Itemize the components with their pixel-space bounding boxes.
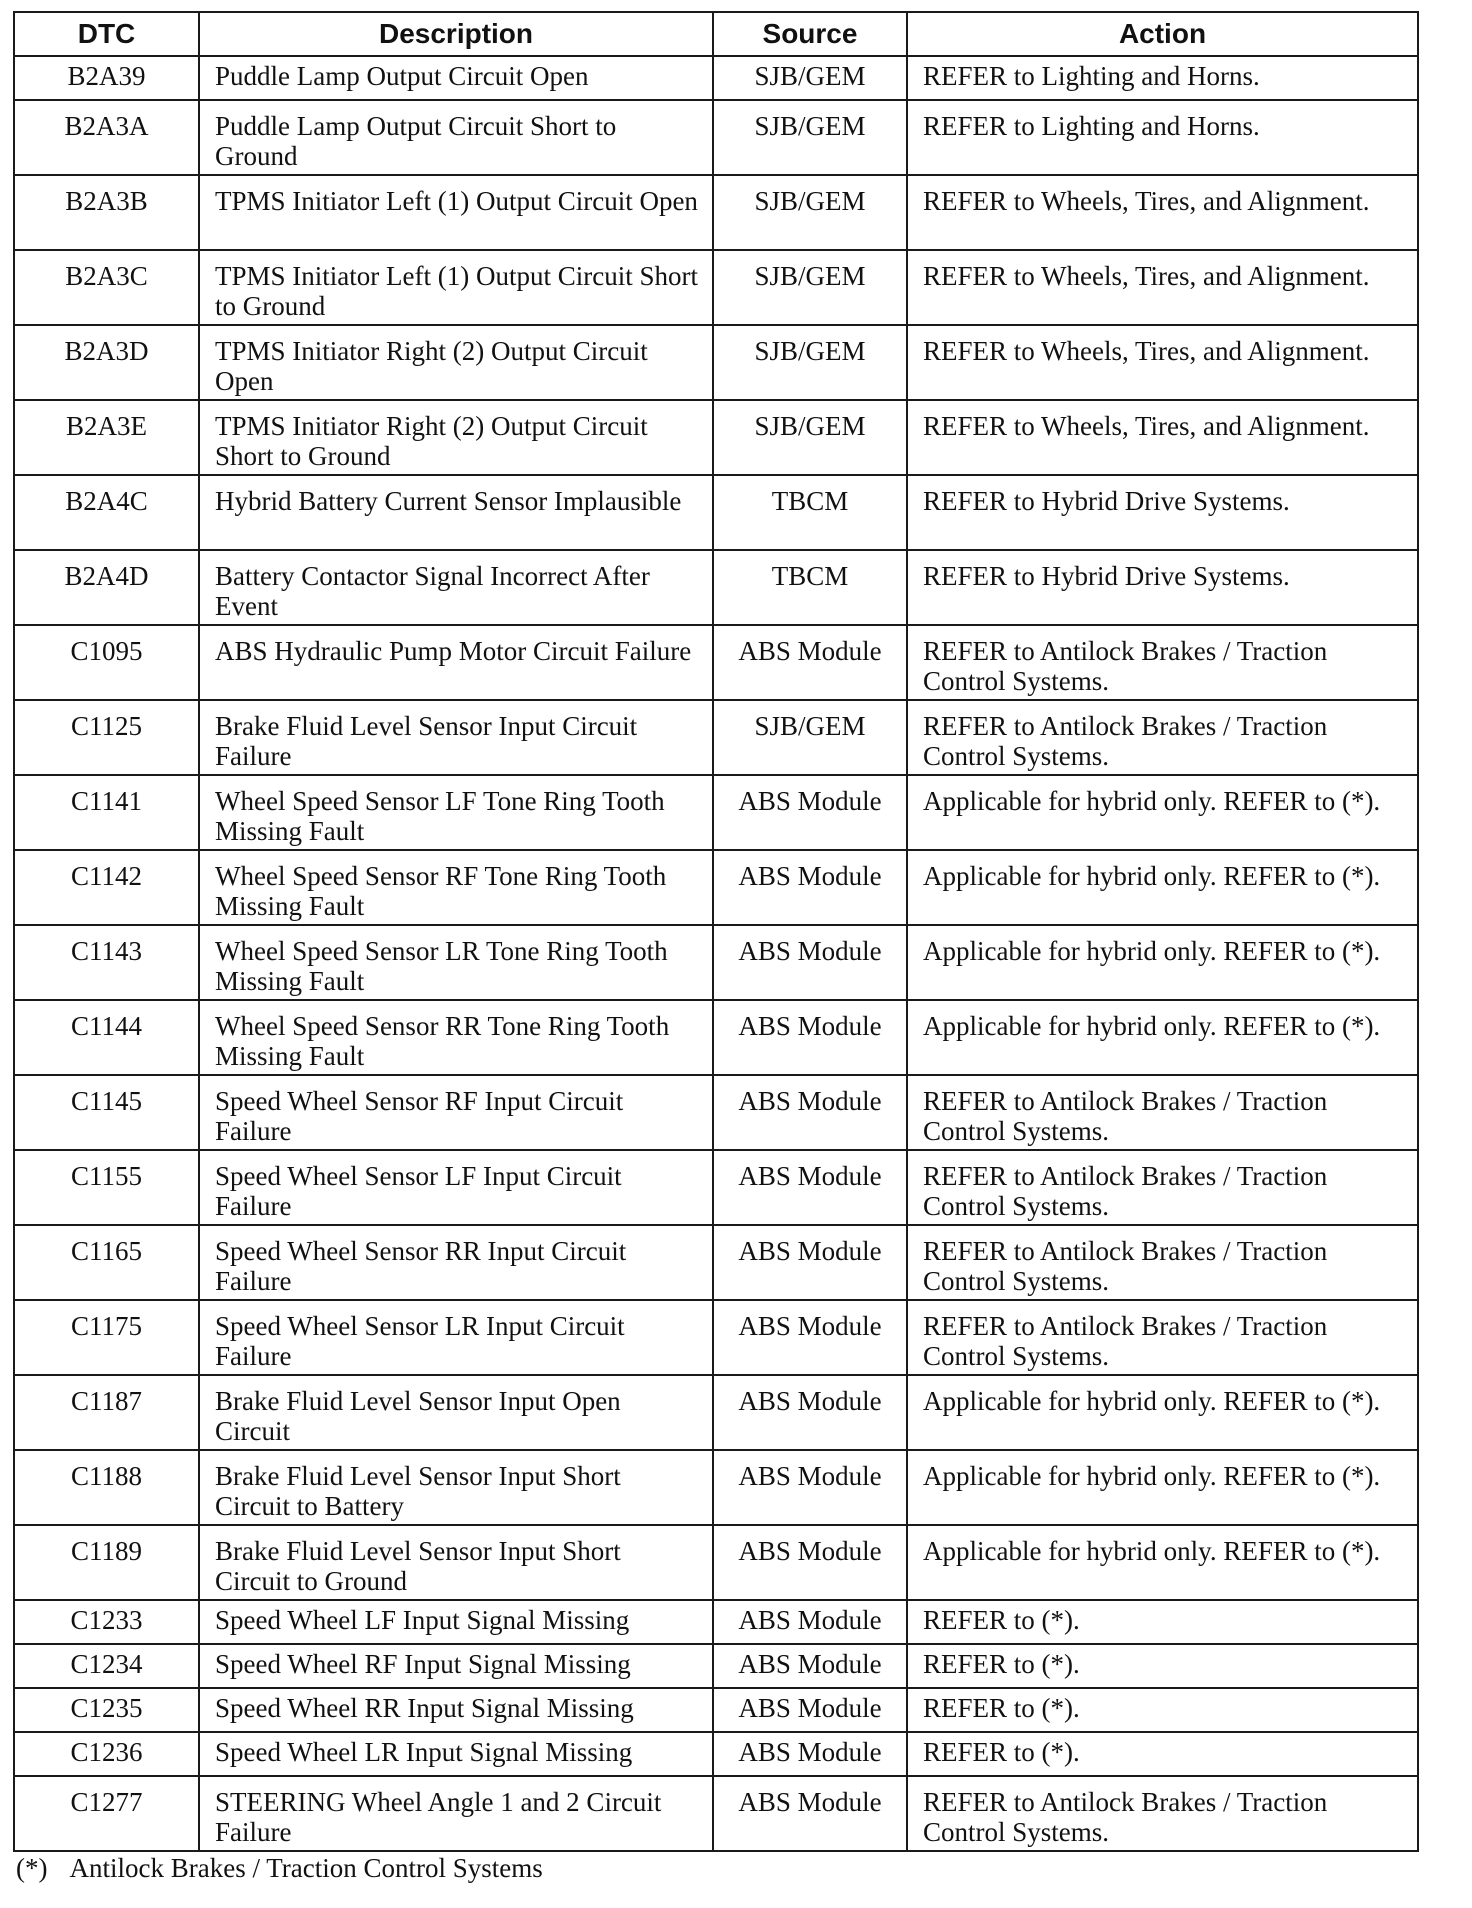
cell-source: SJB/GEM [713, 700, 907, 775]
cell-source: ABS Module [713, 625, 907, 700]
cell-dtc: B2A3B [14, 175, 199, 250]
cell-action: Applicable for hybrid only. REFER to (*). [907, 1450, 1418, 1525]
cell-dtc: C1095 [14, 625, 199, 700]
cell-dtc: C1145 [14, 1075, 199, 1150]
cell-source: ABS Module [713, 925, 907, 1000]
cell-dtc: B2A3E [14, 400, 199, 475]
cell-description: Brake Fluid Level Sensor Input Short Circuit to Ground [199, 1525, 713, 1600]
table-row [14, 56, 1418, 100]
cell-description: Speed Wheel LF Input Signal Missing [199, 1600, 713, 1644]
cell-source: ABS Module [713, 775, 907, 850]
table-row [14, 700, 1418, 775]
cell-action: REFER to Antilock Brakes / Traction Control Systems. [907, 1300, 1418, 1375]
cell-source: ABS Module [713, 1525, 907, 1600]
cell-dtc: C1187 [14, 1375, 199, 1450]
table-row [14, 400, 1418, 475]
cell-action: REFER to Antilock Brakes / Traction Control Systems. [907, 1225, 1418, 1300]
cell-action: REFER to Wheels, Tires, and Alignment. [907, 250, 1418, 325]
cell-source: SJB/GEM [713, 400, 907, 475]
cell-dtc: B2A3C [14, 250, 199, 325]
cell-source: SJB/GEM [713, 325, 907, 400]
cell-source: SJB/GEM [713, 56, 907, 100]
table-row [14, 1688, 1418, 1732]
cell-dtc: C1144 [14, 1000, 199, 1075]
cell-action: REFER to Antilock Brakes / Traction Control Systems. [907, 1150, 1418, 1225]
table-row [14, 925, 1418, 1000]
cell-action: REFER to Wheels, Tires, and Alignment. [907, 400, 1418, 475]
header-source: Source [713, 12, 907, 56]
cell-description: TPMS Initiator Right (2) Output Circuit Short to Ground [199, 400, 713, 475]
table-header-row [14, 12, 1418, 56]
cell-action: REFER to Antilock Brakes / Traction Control Systems. [907, 1776, 1418, 1851]
cell-description: Speed Wheel Sensor RF Input Circuit Failure [199, 1075, 713, 1150]
cell-description: Battery Contactor Signal Incorrect After Event [199, 550, 713, 625]
cell-dtc: B2A4D [14, 550, 199, 625]
cell-source: ABS Module [713, 1225, 907, 1300]
table-row [14, 1075, 1418, 1150]
table-row [14, 475, 1418, 550]
cell-dtc: C1188 [14, 1450, 199, 1525]
cell-action: Applicable for hybrid only. REFER to (*). [907, 775, 1418, 850]
cell-description: Brake Fluid Level Sensor Input Open Circuit [199, 1375, 713, 1450]
cell-description: Brake Fluid Level Sensor Input Short Circuit to Battery [199, 1450, 713, 1525]
cell-dtc: C1234 [14, 1644, 199, 1688]
dtc-table [13, 11, 1419, 1852]
table-row [14, 1300, 1418, 1375]
cell-action: Applicable for hybrid only. REFER to (*). [907, 1375, 1418, 1450]
table-body [14, 56, 1418, 1851]
cell-action: REFER to Antilock Brakes / Traction Control Systems. [907, 625, 1418, 700]
cell-dtc: B2A3A [14, 100, 199, 175]
cell-dtc: C1189 [14, 1525, 199, 1600]
cell-action: REFER to (*). [907, 1732, 1418, 1776]
table-row [14, 1525, 1418, 1600]
cell-source: SJB/GEM [713, 100, 907, 175]
table-row [14, 100, 1418, 175]
cell-description: Wheel Speed Sensor RF Tone Ring Tooth Missing Fault [199, 850, 713, 925]
cell-action: REFER to Antilock Brakes / Traction Control Systems. [907, 1075, 1418, 1150]
cell-dtc: C1236 [14, 1732, 199, 1776]
table-row [14, 325, 1418, 400]
table-row [14, 1150, 1418, 1225]
cell-dtc: C1125 [14, 700, 199, 775]
cell-description: Brake Fluid Level Sensor Input Circuit Failure [199, 700, 713, 775]
table-row [14, 1225, 1418, 1300]
cell-description: Wheel Speed Sensor RR Tone Ring Tooth Missing Fault [199, 1000, 713, 1075]
table-row [14, 625, 1418, 700]
table-row [14, 1776, 1418, 1851]
cell-dtc: C1175 [14, 1300, 199, 1375]
footnote [16, 1852, 543, 1884]
cell-source: SJB/GEM [713, 250, 907, 325]
cell-dtc: C1235 [14, 1688, 199, 1732]
cell-action: Applicable for hybrid only. REFER to (*). [907, 925, 1418, 1000]
cell-dtc: B2A3D [14, 325, 199, 400]
cell-description: Puddle Lamp Output Circuit Open [199, 56, 713, 100]
cell-source: ABS Module [713, 1300, 907, 1375]
table-row [14, 1375, 1418, 1450]
cell-description: Speed Wheel LR Input Signal Missing [199, 1732, 713, 1776]
cell-description: Speed Wheel Sensor RR Input Circuit Failure [199, 1225, 713, 1300]
cell-description: TPMS Initiator Right (2) Output Circuit Open [199, 325, 713, 400]
table-row [14, 1000, 1418, 1075]
cell-source: ABS Module [713, 1688, 907, 1732]
cell-action: REFER to Lighting and Horns. [907, 56, 1418, 100]
table-row [14, 1450, 1418, 1525]
cell-source: ABS Module [713, 1600, 907, 1644]
cell-description: Hybrid Battery Current Sensor Implausible [199, 475, 713, 550]
cell-dtc: C1142 [14, 850, 199, 925]
cell-dtc: C1143 [14, 925, 199, 1000]
cell-source: ABS Module [713, 1776, 907, 1851]
cell-source: ABS Module [713, 1732, 907, 1776]
cell-source: ABS Module [713, 1150, 907, 1225]
cell-dtc: C1165 [14, 1225, 199, 1300]
cell-action: REFER to Lighting and Horns. [907, 100, 1418, 175]
table-row [14, 550, 1418, 625]
cell-action: Applicable for hybrid only. REFER to (*). [907, 850, 1418, 925]
cell-source: SJB/GEM [713, 175, 907, 250]
cell-source: ABS Module [713, 1000, 907, 1075]
cell-description: TPMS Initiator Left (1) Output Circuit Short to Ground [199, 250, 713, 325]
cell-source: ABS Module [713, 1375, 907, 1450]
cell-action: REFER to Wheels, Tires, and Alignment. [907, 175, 1418, 250]
cell-description: TPMS Initiator Left (1) Output Circuit Open [199, 175, 713, 250]
cell-action: REFER to (*). [907, 1600, 1418, 1644]
cell-action: REFER to (*). [907, 1644, 1418, 1688]
table-row [14, 775, 1418, 850]
cell-source: TBCM [713, 550, 907, 625]
cell-description: Speed Wheel Sensor LF Input Circuit Failure [199, 1150, 713, 1225]
cell-source: ABS Module [713, 850, 907, 925]
cell-description: ABS Hydraulic Pump Motor Circuit Failure [199, 625, 713, 700]
table-row [14, 250, 1418, 325]
cell-source: ABS Module [713, 1075, 907, 1150]
cell-action: Applicable for hybrid only. REFER to (*). [907, 1000, 1418, 1075]
header-description: Description [199, 12, 713, 56]
cell-description: Speed Wheel RR Input Signal Missing [199, 1688, 713, 1732]
footnote-text: Antilock Brakes / Traction Control Systems [69, 1853, 543, 1883]
cell-dtc: C1155 [14, 1150, 199, 1225]
footnote-mark: (*) [16, 1853, 48, 1883]
cell-action: REFER to (*). [907, 1688, 1418, 1732]
cell-dtc: B2A39 [14, 56, 199, 100]
table-row [14, 1732, 1418, 1776]
table-row [14, 850, 1418, 925]
cell-action: REFER to Wheels, Tires, and Alignment. [907, 325, 1418, 400]
cell-dtc: B2A4C [14, 475, 199, 550]
cell-source: ABS Module [713, 1644, 907, 1688]
cell-dtc: C1141 [14, 775, 199, 850]
table-row [14, 1600, 1418, 1644]
cell-description: Wheel Speed Sensor LR Tone Ring Tooth Missing Fault [199, 925, 713, 1000]
header-action: Action [907, 12, 1418, 56]
cell-action: REFER to Antilock Brakes / Traction Control Systems. [907, 700, 1418, 775]
cell-dtc: C1233 [14, 1600, 199, 1644]
cell-description: Puddle Lamp Output Circuit Short to Ground [199, 100, 713, 175]
cell-action: REFER to Hybrid Drive Systems. [907, 475, 1418, 550]
table-row [14, 1644, 1418, 1688]
cell-dtc: C1277 [14, 1776, 199, 1851]
cell-description: Wheel Speed Sensor LF Tone Ring Tooth Missing Fault [199, 775, 713, 850]
cell-source: TBCM [713, 475, 907, 550]
cell-action: REFER to Hybrid Drive Systems. [907, 550, 1418, 625]
cell-action: Applicable for hybrid only. REFER to (*). [907, 1525, 1418, 1600]
cell-description: Speed Wheel RF Input Signal Missing [199, 1644, 713, 1688]
cell-source: ABS Module [713, 1450, 907, 1525]
cell-description: STEERING Wheel Angle 1 and 2 Circuit Failure [199, 1776, 713, 1851]
cell-description: Speed Wheel Sensor LR Input Circuit Failure [199, 1300, 713, 1375]
header-dtc: DTC [14, 12, 199, 56]
table-row [14, 175, 1418, 250]
